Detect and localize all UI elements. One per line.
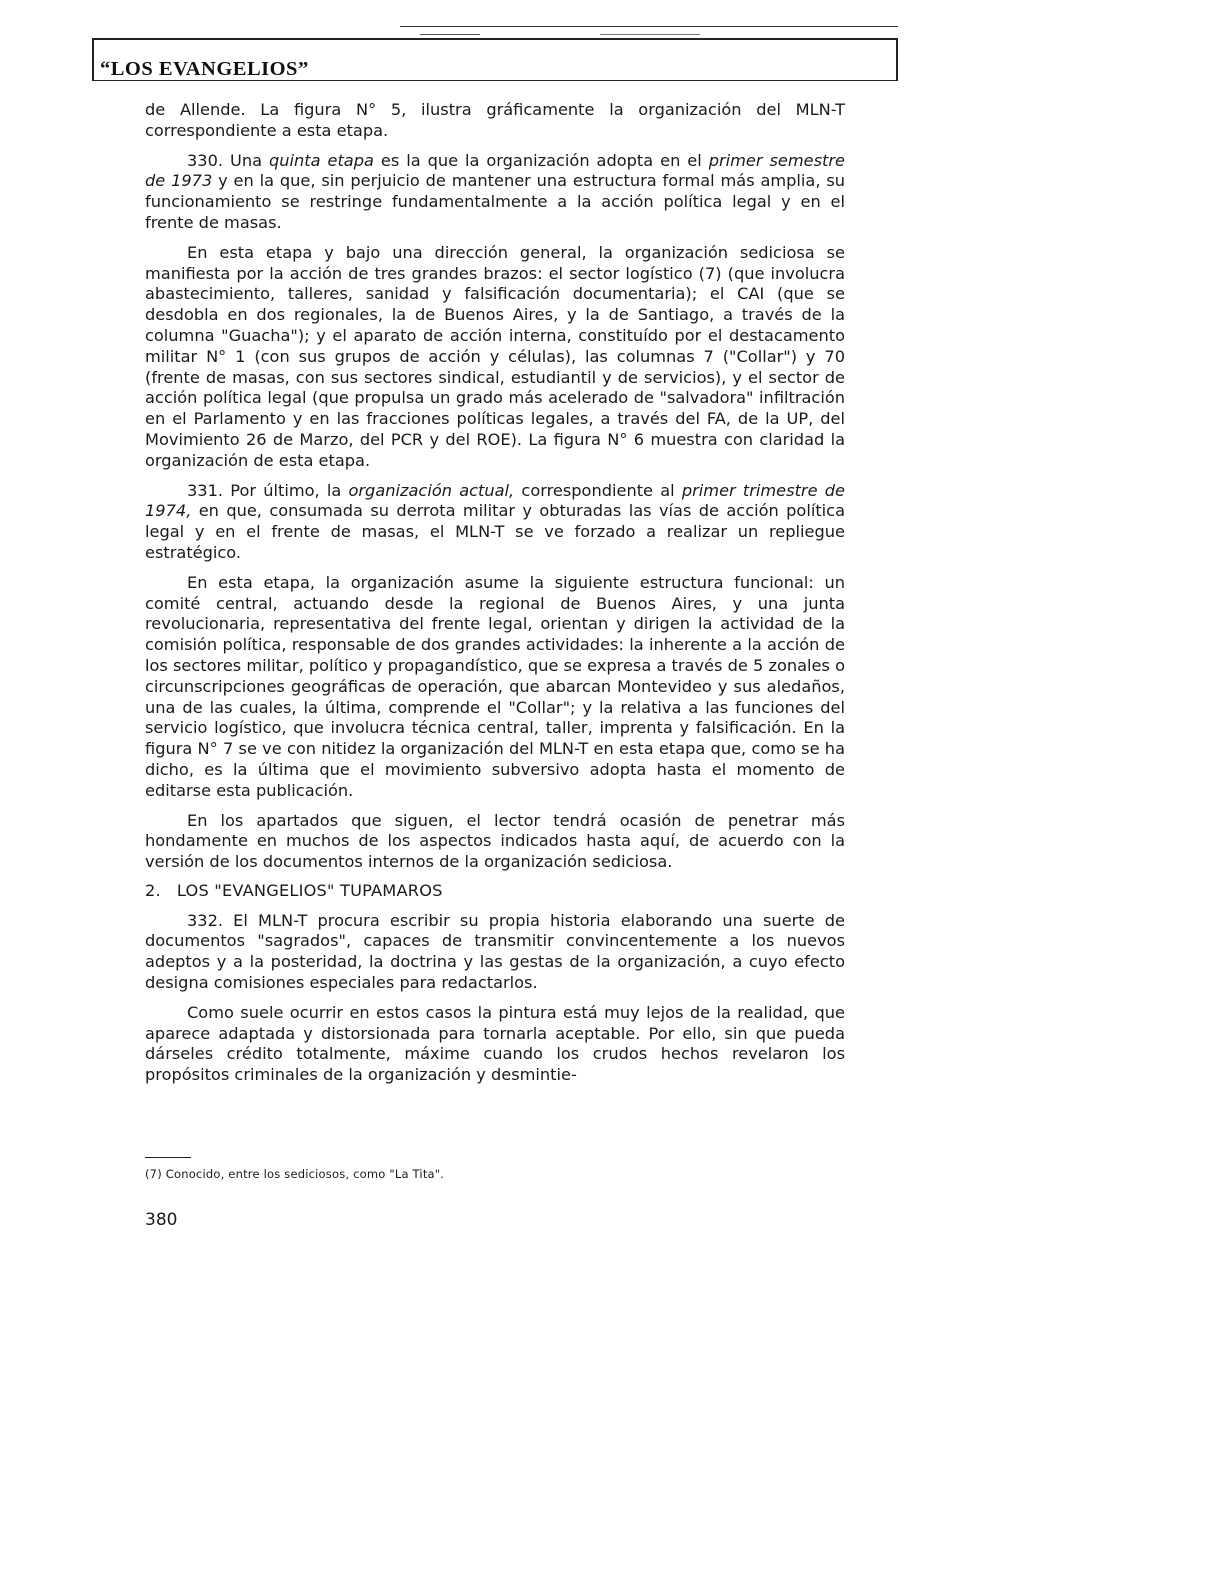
- paragraph: [145, 481, 845, 564]
- paragraph-text: Por último, la: [230, 480, 349, 500]
- paragraph-text: Como suele ocurrir en estos casos la pintura está muy lejos de la realidad, que aparece adaptada y distorsionada para tornarla aceptable. Por ello, sin que pueda dárseles crédito totalmente, máxime cuando los crudos hechos revelaron los propósitos criminales de la organización y desmintie-: [145, 1002, 845, 1085]
- page-number: 380: [145, 1210, 178, 1230]
- section-heading: [145, 881, 845, 902]
- top-rule: [400, 26, 898, 27]
- emphasis: primer trimestre de 1974,: [145, 480, 845, 521]
- footnote: (7) Conocido, entre los sediciosos, como "La Tita".: [145, 1167, 445, 1181]
- top-rule-fragment: [420, 34, 480, 35]
- paragraph-text: En esta etapa y bajo una dirección general, la organización sediciosa se manifiesta por la acción de tres grandes brazos: el sector logístico (7) (que involucra abastecimiento, talleres, sanidad y falsificación documentaria); el CAI (que se desdobla en dos regionales, la de Buenos Aires, y la de Santiago, a través de la columna "Guacha"); y el aparato de acción interna, constituído por el destacamento militar N° 1 (con sus grupos de acción y células), las columnas 7 ("Collar") y 70 (frente de masas, con sus sectores sindical, estudiantil y de servicios), y el sector de acción política legal (que propulsa un grado más acelerado de "salvadora" infiltración en el Parlamento y en las fracciones políticas legales, a través del FA, de la UP, del Movimiento 26 de Marzo, del PCR y del ROE). La figura N° 6 muestra con claridad la organización de esta etapa.: [145, 242, 845, 470]
- paragraph-text: es la que la organización adopta en el: [373, 150, 709, 170]
- body-text: [145, 100, 845, 1086]
- paragraph-number: 331.: [187, 480, 224, 500]
- footnote-rule: [145, 1157, 191, 1158]
- paragraph: [145, 100, 845, 142]
- emphasis: organización actual,: [348, 480, 515, 500]
- paragraph: [145, 1003, 845, 1086]
- top-rule-fragment: [600, 34, 700, 35]
- paragraph-text: En los apartados que siguen, el lector tendrá ocasión de penetrar más hondamente en muchos de los aspectos indicados hasta aquí, de acuerdo con la versión de los documentos internos de la organización sediciosa.: [145, 810, 845, 872]
- section-title: LOS "EVANGELIOS" TUPAMAROS: [176, 880, 443, 900]
- paragraph: [145, 151, 845, 234]
- paragraph: [145, 911, 845, 994]
- paragraph-text: En esta etapa, la organización asume la siguiente estructura funcional: un comité central, actuando desde la regional de Buenos Aires, y una junta revolucionaria, representativa del frente legal, orientan y dirigen la actividad de la comisión política, responsable de dos grandes actividades: la inherente a la acción de los sectores militar, político y propagandístico, que se expresa a través de 5 zonales o circunscripciones geográficas de operación, que abarcan Montevideo y sus aledaños, una de las cuales, la última, comprende el "Collar"; y la relativa a las funciones del servicio logístico, que involucra técnica central, taller, imprenta y falsificación. En la figura N° 7 se ve con nitidez la organización del MLN-T en esta etapa que, como se ha dicho, es la última que el movimiento subversivo adopta hasta el momento de editarse esta publicación.: [145, 572, 845, 800]
- paragraph: [145, 811, 845, 873]
- running-head: “LOS EVANGELIOS”: [100, 58, 309, 80]
- section-number: 2.: [145, 880, 161, 900]
- paragraph-number: 330.: [187, 150, 224, 170]
- paragraph-text: en que, consumada su derrota militar y obturadas las vías de acción política legal y en el frente de masas, el MLN-T se ve forzado a realizar un repliegue estratégico.: [145, 501, 845, 562]
- paragraph-text: 332. El MLN-T procura escribir su propia historia elaborando una suerte de documentos "sagrados", capaces de transmitir convincentemente a los nuevos adeptos y a la posteridad, la doctrina y las gestas de la organización, a cuyo efecto designa comisiones especiales para redactarlos.: [145, 910, 845, 993]
- paragraph: [145, 243, 845, 472]
- emphasis: quinta etapa: [268, 150, 374, 170]
- paragraph-text: y en la que, sin perjuicio de mantener una estructura formal más amplia, su funcionamiento se restringe fundamentalmente a la acción política legal y en el frente de masas.: [145, 171, 846, 232]
- paragraph-text: de Allende. La figura N° 5, ilustra gráficamente la organización del MLN-T correspondiente a esta etapa.: [145, 100, 845, 140]
- paragraph-text: correspondiente al: [514, 480, 682, 500]
- paragraph-text: Una: [230, 150, 269, 170]
- paragraph: [145, 573, 845, 802]
- emphasis: primer semestre de 1973: [145, 150, 845, 191]
